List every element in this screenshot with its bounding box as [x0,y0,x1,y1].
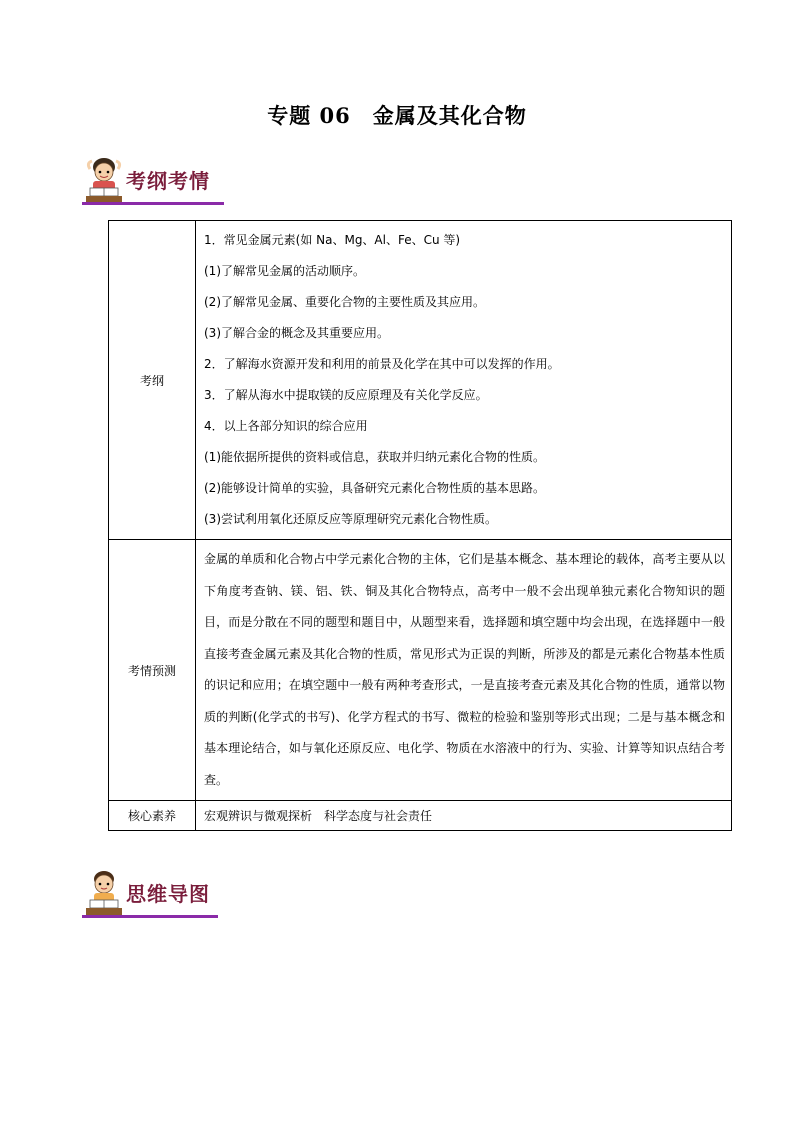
list-item: 3．了解从海水中提取镁的反应原理及有关化学反应。 [204,388,488,402]
student-reading-icon [80,868,128,918]
row-header: 考纲 [109,221,196,540]
row-content [196,221,732,540]
list-item: (1)能依据所提供的资料或信息，获取并归纳元素化合物的性质。 [204,450,546,464]
table-row [109,540,732,801]
row-content: 金属的单质和化合物占中学元素化合物的主体，它们是基本概念、基本理论的载体，高考主要从以下角度考查钠、镁、铝、铁、铜及其化合物特点，高考中一般不会出现单独元素化合物知识的题目，而是分散在不同的题型和题目中，从题型来看，选择题和填空题中均会出现，在选择题中一般直接考查金属元素及其化合物的性质，常见形式为正误的判断，所涉及的都是元素化合物基本性质的识记和应用；在填空题中一般有两种考查形式，一是直接考查元素及其化合物的性质，通常以物质的判断(化学式的书写)、化学方程式的书写、微粒的检验和鉴别等形式出现；二是与基本概念和基本理论结合，如与氧化还原反应、电化学、物质在水溶液中的行为、实验、计算等知识点结合考查。 [196,540,732,801]
table-row [109,221,732,540]
student-reading-icon [80,155,128,205]
list-item: 2．了解海水资源开发和利用的前景及化学在其中可以发挥的作用。 [204,357,560,371]
list-item: (3)尝试利用氧化还原反应等原理研究元素化合物性质。 [204,512,498,526]
page-title: 专题 06 金属及其化合物 [267,103,527,128]
list-item: (3)了解合金的概念及其重要应用。 [204,326,389,340]
list-item: 1．常见金属元素(如 Na、Mg、Al、Fe、Cu 等) [204,233,461,247]
list-item: (2)了解常见金属、重要化合物的主要性质及其应用。 [204,295,486,309]
row-header: 核心素养 [109,801,196,831]
row-header: 考情预测 [109,540,196,801]
section-underline [82,202,224,205]
list-item: (2)能够设计简单的实验，具备研究元素化合物性质的基本思路。 [204,481,546,495]
row-content: 宏观辨识与微观探析 科学态度与社会责任 [196,801,732,831]
section-header-mindmap [80,868,220,918]
section-underline [82,915,218,918]
list-item: 4．以上各部分知识的综合应用 [204,419,368,433]
section-title: 考纲考情 [126,169,210,193]
table-row [109,801,732,831]
section-header-syllabus [80,155,230,205]
section-title: 思维导图 [126,882,210,906]
syllabus-table [108,220,732,831]
list-item: (1)了解常见金属的活动顺序。 [204,264,365,278]
